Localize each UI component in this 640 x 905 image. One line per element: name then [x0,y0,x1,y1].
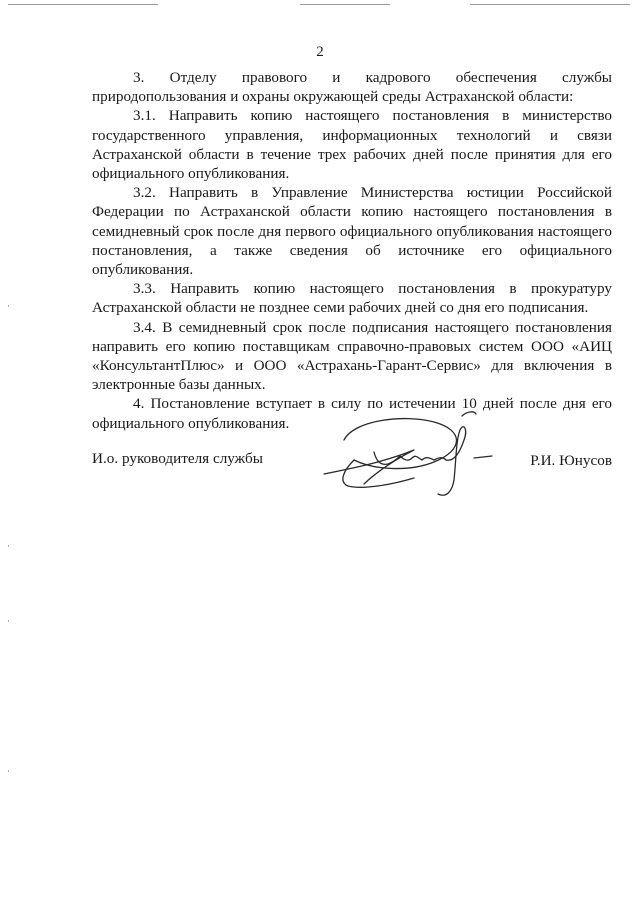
paragraph-3-2: 3.2. Направить в Управление Министерства юстиции Российской Федерации по Астраханской области копию настоящего постановления в семидневный срок после дня первого официального опубликования настоящего постановления, а также сведения об источнике его официального опубликования. [92,184,612,279]
scan-speck [8,770,9,772]
scan-speck [8,620,9,622]
paragraph-3-4: 3.4. В семидневный срок после подписания настоящего постановления направить его копию поставщикам справочно-правовых систем ООО «АИЦ «КонсультантПлюс» и ООО «Астрахань-Гарант-Сервис» для включения в электронные базы данных. [92,318,612,394]
handwritten-signature [314,400,514,510]
signatory-name: Р.И. Юнусов [530,452,612,469]
paragraph-4: 4. Постановление вступает в силу по истечении 10 дней после дня его официального опубликования. [92,395,612,432]
paragraph-3-3: 3.3. Направить копию настоящего постановления в прокуратуру Астраханской области не позднее семи рабочих дней со дня его подписания. [92,280,612,317]
paragraph-3-1: 3.1. Направить копию настоящего постановления в министерство государственного управления, информационных технологий и связи Астраханской области в течение трех рабочих дней после принятия для его официального опубликования. [92,107,612,183]
scan-line-top-3 [470,4,630,5]
signature-block [92,400,612,510]
paragraph-3: 3. Отделу правового и кадрового обеспечения службы природопользования и охраны окружающей среды Астраханской области: [92,69,612,106]
scan-speck [8,305,9,307]
page-number: 2 [316,44,324,60]
signatory-position: И.о. руководителя службы [92,450,263,467]
document-body [92,68,612,433]
scan-line-top-1 [8,4,158,5]
scan-speck [8,545,9,547]
scan-line-top-2 [300,4,390,5]
